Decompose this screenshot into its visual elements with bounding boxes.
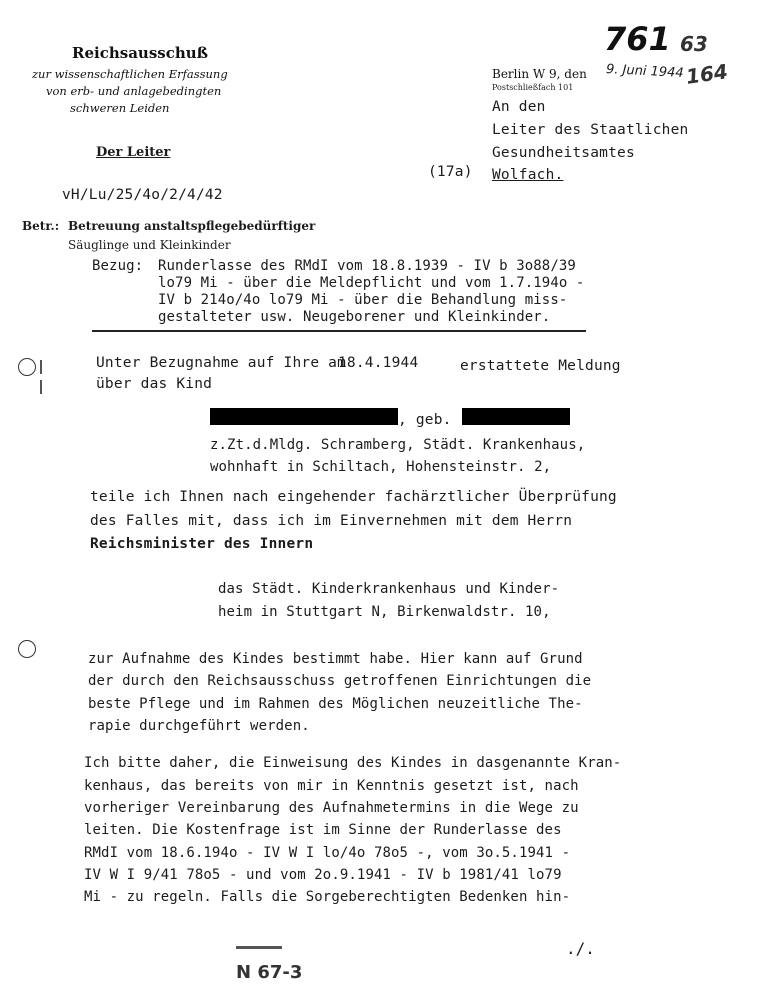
separator-rule <box>92 330 586 332</box>
para2-line3: Reichsminister des Innern <box>90 536 314 552</box>
para4-line3: vorheriger Vereinbarung des Aufnahmetermins in die Wege zu <box>84 800 579 816</box>
child-separator: , geb. <box>398 412 452 428</box>
redacted-child-name <box>210 408 398 425</box>
para3-line1: zur Aufnahme des Kindes bestimmt habe. Hier kann auf Grund <box>88 651 583 667</box>
para1-line1-a: Unter Bezugnahme auf Ihre am <box>96 355 347 371</box>
reference-line-2: lo79 Mi - über die Meldepflicht und vom 1.7.194o - <box>158 275 585 291</box>
org-line-2: von erb- und anlagebedingten <box>46 84 222 98</box>
para3-line2: der durch den Reichsausschuss getroffenen Einrichtungen die <box>88 673 592 689</box>
recipient-line-4: Wolfach. <box>492 167 564 183</box>
institution-line-2: heim in Stuttgart N, Birkenwaldstr. 10, <box>218 604 551 620</box>
subject-label: Betr.: <box>22 219 60 233</box>
subject-line-2: Säuglinge und Kleinkinder <box>68 238 231 252</box>
subject-line-1: Betreuung anstaltspflegebedürftiger <box>68 219 316 233</box>
archive-stamp: N 67-3 <box>236 962 303 983</box>
para4-line1: Ich bitte daher, die Einweisung des Kindes in dasgenannte Kran- <box>84 755 622 771</box>
page-continuation-mark: ./. <box>566 939 595 958</box>
margin-mark <box>40 360 42 374</box>
case-number: 761 <box>604 20 671 58</box>
leiter-heading: Der Leiter <box>96 145 171 160</box>
reference-code: vH/Lu/25/4o/2/4/42 <box>62 187 223 203</box>
para4-line2: kenhaus, das bereits von mir in Kenntnis gesetzt ist, nach <box>84 778 579 794</box>
child-line-2: z.Zt.d.Mldg. Schramberg, Städt. Krankenhaus, <box>210 437 586 453</box>
margin-mark <box>40 380 42 394</box>
recipient-line-2: Leiter des Staatlichen <box>492 122 689 138</box>
recipient-line-3: Gesundheitsamtes <box>492 145 635 161</box>
para4-line7: Mi - zu regeln. Falls die Sorgeberechtigten Bedenken hin- <box>84 889 571 905</box>
org-title: Reichsausschuß <box>72 44 209 62</box>
stamp-stroke <box>236 946 282 949</box>
punch-hole-top <box>18 358 36 376</box>
reference-line-4: gestalteter usw. Neugeborener und Kleinkinder. <box>158 309 551 325</box>
para1-line1-b: erstattete Meldung <box>460 358 621 374</box>
punch-hole-bottom <box>18 640 36 658</box>
para1-line2: über das Kind <box>96 376 213 392</box>
reference-label: Bezug: <box>92 258 144 274</box>
handwritten-number-2: 63 <box>680 32 708 56</box>
postbox: Postschließfach 101 <box>492 83 574 92</box>
reference-line-1: Runderlasse des RMdI vom 18.8.1939 - IV b 3o88/39 <box>158 258 576 274</box>
institution-line-1: das Städt. Kinderkrankenhaus und Kinder- <box>218 581 560 597</box>
handwritten-number-3: 164 <box>684 59 730 89</box>
place: Berlin W 9, den <box>492 67 587 81</box>
letter-date: 9. Juni 1944 <box>605 61 685 82</box>
para4-line4: leiten. Die Kostenfrage ist im Sinne der Runderlasse des <box>84 822 562 838</box>
para2-line1: teile ich Ihnen nach eingehender fachärztlicher Überprüfung <box>90 489 617 505</box>
doc-mark: (17a) <box>428 164 473 180</box>
reference-line-3: IV b 214o/4o lo79 Mi - über die Behandlung miss- <box>158 292 568 308</box>
org-line-3: schweren Leiden <box>70 101 170 115</box>
para4-line5: RMdI vom 18.6.194o - IV W I lo/4o 78o5 -, vom 3o.5.1941 - <box>84 845 571 861</box>
redacted-birth-date <box>462 408 570 425</box>
org-line-1: zur wissenschaftlichen Erfassung <box>32 67 228 81</box>
para1-date: 18.4.1944 <box>338 355 419 371</box>
para3-line3: beste Pflege und im Rahmen des Möglichen neuzeitliche The- <box>88 696 583 712</box>
para4-line6: IV W I 9/41 78o5 - und vom 2o.9.1941 - IV b 1981/41 lo79 <box>84 867 562 883</box>
para3-line4: rapie durchgeführt werden. <box>88 718 310 734</box>
child-line-3: wohnhaft in Schiltach, Hohensteinstr. 2, <box>210 459 552 475</box>
recipient-line-1: An den <box>492 99 546 115</box>
para2-line2: des Falles mit, dass ich im Einvernehmen mit dem Herrn <box>90 513 573 529</box>
